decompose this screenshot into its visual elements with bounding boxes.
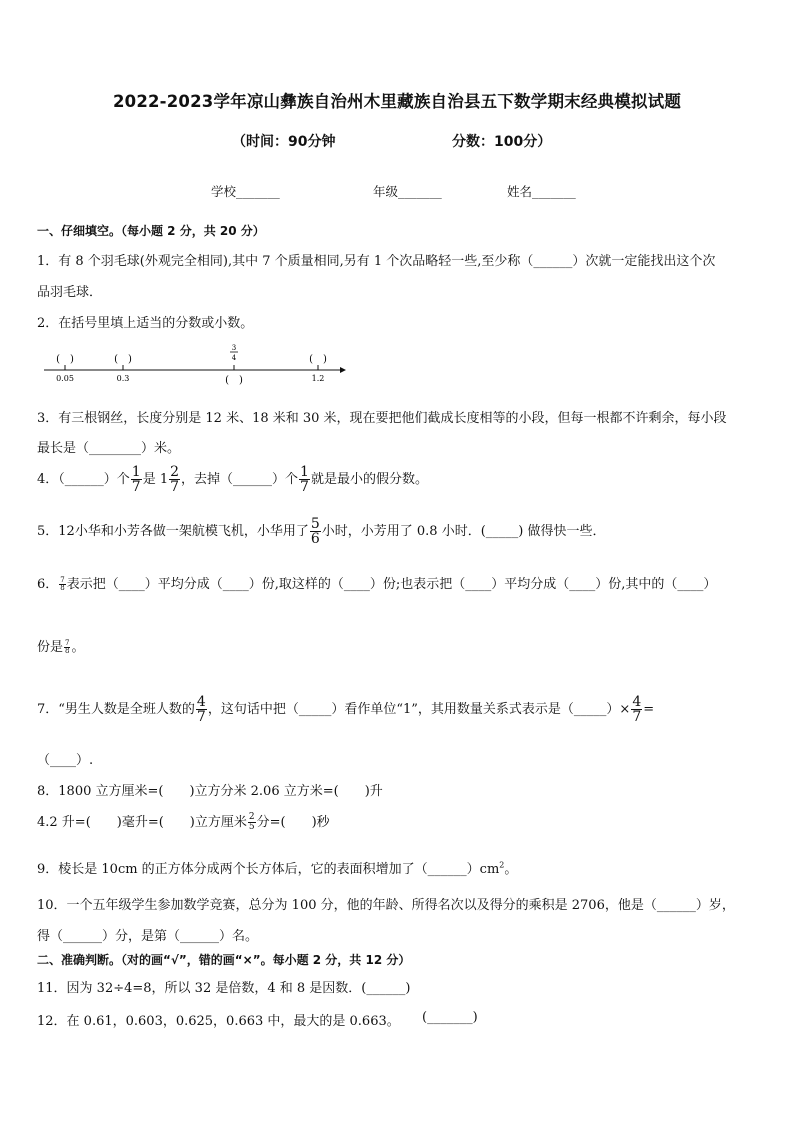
fraction-five-sixths (310, 517, 321, 546)
question-8-part-1: 4.2 升=( )毫升=( )立方厘米 (37, 815, 247, 830)
fraction-one-seventh (299, 465, 310, 494)
question-8-line-1: 8．1800 立方厘米=( )立方分米 2.06 立方米=( )升 (37, 784, 383, 799)
question-2-text: 2．在括号里填上适当的分数或小数。 (37, 316, 254, 331)
section-1-title: 一、仔细填空。（每小题 2 分，共 20 分） (37, 224, 265, 238)
denominator: 8 (60, 584, 65, 592)
numerator: 7 (65, 639, 70, 647)
fraction-four-sevenths (631, 695, 642, 724)
numerator: 2 (248, 812, 255, 822)
page-title: 2022-2023学年凉山彝族自治州木里藏族自治县五下数学期末经典模拟试题 (112, 92, 682, 111)
fraction-one-seventh (131, 465, 142, 494)
numerator: 1 (131, 464, 141, 480)
question-7-part-2: ，这句话中把（_____）看作单位“1”，其用数量关系式表示是（_____）× (207, 702, 631, 717)
denominator: 7 (131, 479, 141, 495)
question-12-blank: (_______) (422, 1010, 478, 1025)
numerator: 5 (310, 516, 320, 532)
tick-label-1-2: 1.2 (311, 374, 325, 383)
superscript: 2 (499, 860, 505, 870)
fraction-two-sevenths (169, 465, 180, 494)
question-6-tail: 份是 (37, 640, 64, 655)
fraction-two-fifths (248, 813, 256, 832)
question-4-part-3: ，去掉（______）个 (181, 472, 299, 487)
question-1-line-1: 1．有 8 个羽毛球(外观完全相同),其中 7 个质量相同,另有 1 个次品略轻一些,至少称（______）次就一定能找出这个次 (37, 254, 716, 269)
section-2-title: 二、准确判断。（对的画“√”，错的画“×”。每小题 2 分，共 12 分） (37, 953, 411, 967)
question-9-part-1: 9．棱长是 10cm 的正方体分成两个长方体后，它的表面积增加了（______）cm (37, 862, 500, 877)
fraction-seven-eighths (59, 577, 65, 592)
question-12: 12．在 0.61，0.603，0.625，0.663 中，最大的是 0.663。 (37, 1014, 400, 1029)
numerator: 1 (300, 464, 309, 480)
question-7-part-3: = (643, 702, 655, 717)
question-6-end: 。 (71, 640, 85, 655)
blank-above-0-05: ( ) (56, 354, 74, 365)
time-label: （时间：90分钟 (232, 134, 336, 150)
fraction-seven-eighths (64, 640, 70, 655)
question-9-part-2: 。 (504, 862, 518, 877)
numerator: 2 (170, 464, 180, 480)
question-4 (37, 462, 428, 498)
question-5-part-2: 小时，小芳用了 0.8 小时．(_____) 做得快一些． (321, 524, 606, 539)
score-label: 分数：100分） (452, 134, 552, 150)
question-5-part-1: 5．12小华和小芳各做一架航模飞机，小华用了 (37, 524, 309, 539)
question-10-line-2: 得（______）分，是第（______）名。 (37, 929, 259, 944)
numerator: 4 (632, 694, 642, 710)
question-3-line-2: 最长是（________）米。 (37, 441, 181, 456)
fraction-numerator: 3 (231, 344, 237, 352)
question-6-text: 表示把（____）平均分成（____）份,取这样的（____）份;也表示把（____）平均分成（____）份,其中的（____） (66, 577, 717, 592)
tick-label-0-05: 0.05 (56, 374, 74, 383)
grade-field: 年级_______ (373, 184, 442, 199)
question-8-line-2 (37, 808, 330, 838)
question-3-line-1: 3．有三根钢丝，长度分别是 12 米、18 米和 30 米，现在要把他们截成长度相等的小段，但每一根都不许剩余，每小段 (37, 411, 727, 426)
school-field: 学校_______ (211, 184, 280, 199)
question-7-part-1: 7．“男生人数是全班人数的 (37, 702, 195, 717)
numerator: 4 (196, 694, 206, 710)
blank-below-fraction: ( ) (225, 375, 243, 385)
question-7-line-2: （____）. (37, 753, 94, 768)
fraction-four-sevenths (196, 695, 207, 724)
tick-label-0-3: 0.3 (116, 374, 130, 383)
question-4-part-1: 4．（______）个 (37, 472, 130, 487)
question-4-part-2: 是 1 (142, 472, 169, 487)
question-8-part-2: 分=( )秒 (256, 815, 330, 830)
question-11: 11．因为 32÷4=8，所以 32 是倍数，4 和 8 是因数．(______) (37, 981, 411, 996)
denominator: 7 (632, 709, 642, 725)
question-9 (37, 858, 517, 877)
numerator: 7 (60, 576, 65, 584)
denominator: 7 (196, 709, 206, 725)
question-6-line-2 (37, 633, 85, 663)
fraction-denominator: 4 (231, 354, 237, 362)
number-line (40, 343, 352, 385)
denominator: 7 (170, 479, 180, 495)
question-1-line-2: 品羽毛球． (37, 285, 103, 300)
number-line-arrow (340, 367, 346, 373)
denominator: 7 (300, 479, 309, 495)
blank-above-0-3: ( ) (114, 354, 132, 365)
denominator: 5 (248, 822, 255, 832)
question-7-line-1 (37, 692, 654, 728)
question-5 (37, 514, 605, 550)
denominator: 8 (65, 647, 70, 655)
question-6-line-1: 6． $\frac{7}{8}$ 表示把（____）平均分成（____）份,取这样的（____）份;也表示把（____）平均分成（____）份,其中的（____） (37, 576, 717, 592)
question-10-line-1: 10．一个五年级学生参加数学竞赛，总分为 100 分，他的年龄、所得名次以及得分的乘积是 2706，他是（______）岁， (37, 898, 735, 913)
blank-above-1-2: ( ) (309, 354, 327, 365)
name-field: 姓名_______ (507, 184, 576, 199)
question-4-part-4: 就是最小的假分数。 (310, 472, 428, 487)
denominator: 6 (310, 531, 320, 547)
